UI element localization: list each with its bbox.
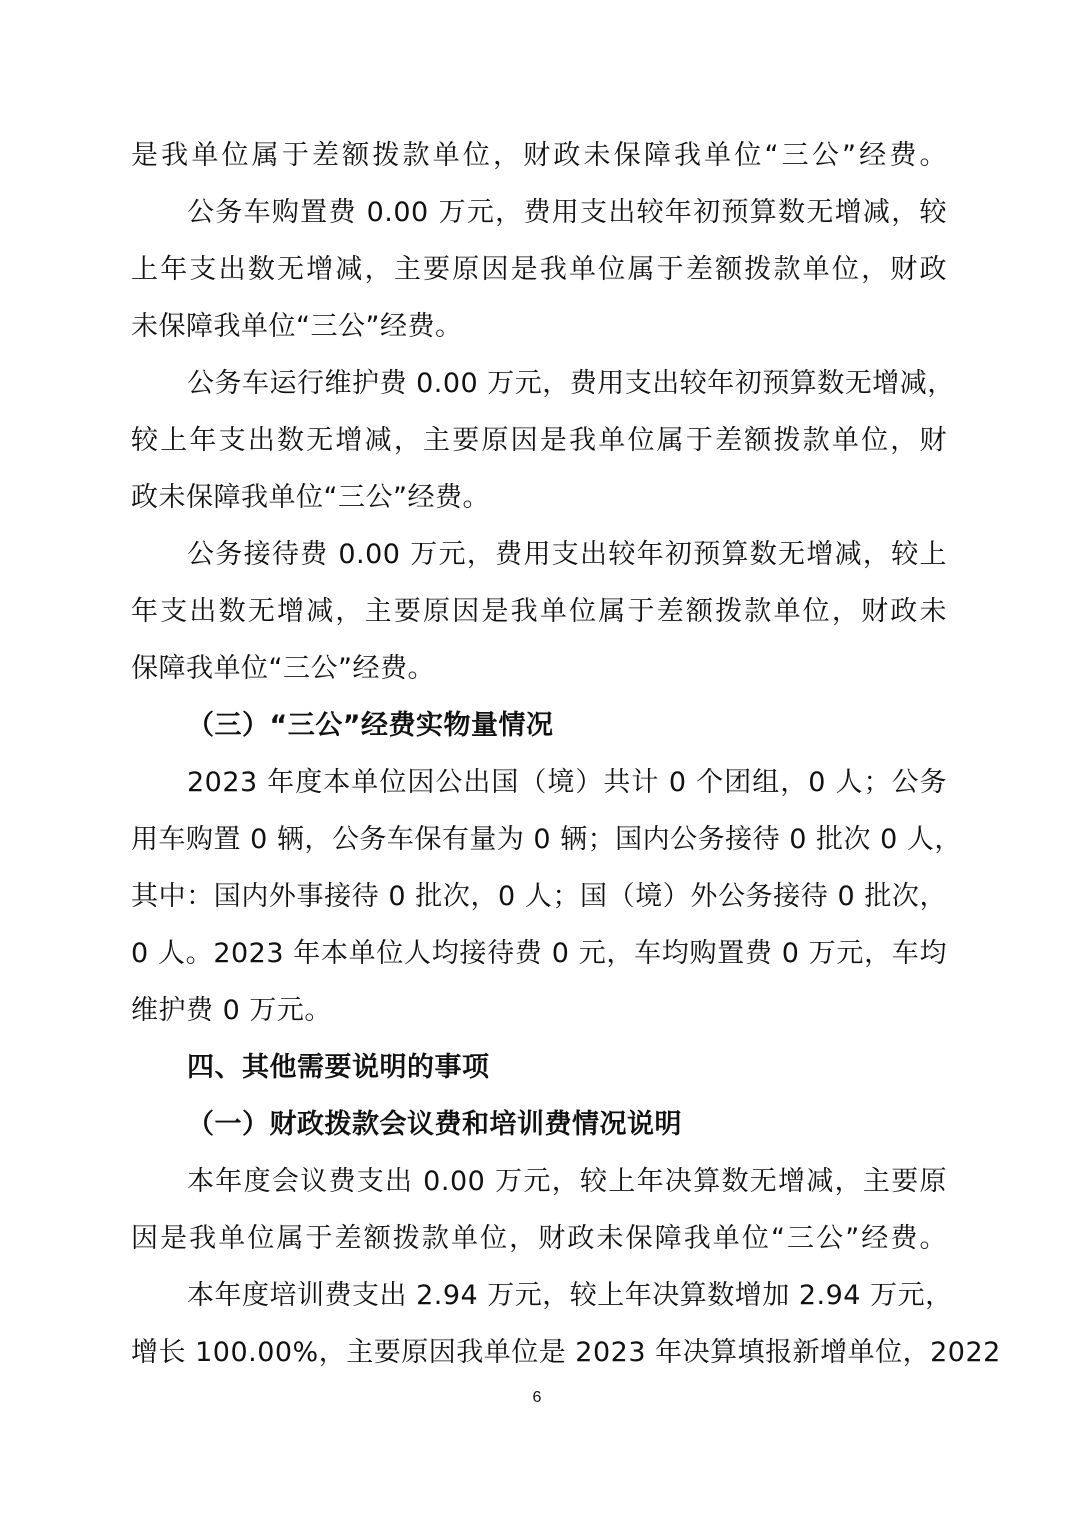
body-text-line: 增长 100.00%，主要原因我单位是 2023 年决算填报新增单位，2022 (131, 1337, 1001, 1368)
body-text-line: 上年支出数无增减，主要原因是我单位属于差额拨款单位，财政 (131, 254, 947, 285)
body-text-line: 2023 年度本单位因公出国（境）共计 0 个团组，0 人；公务 (187, 767, 947, 798)
body-text-line: 维护费 0 万元。 (131, 995, 332, 1026)
body-text-line: 是我单位属于差额拨款单位，财政未保障我单位“三公”经费。 (131, 140, 947, 171)
body-text-line: 公务接待费 0.00 万元，费用支出较年初预算数无增减，较上 (187, 539, 947, 570)
section-heading: 四、其他需要说明的事项 (187, 1052, 490, 1083)
body-text-line: 年支出数无增减，主要原因是我单位属于差额拨款单位，财政未 (131, 596, 947, 627)
body-text-line: 本年度培训费支出 2.94 万元，较上年决算数增加 2.94 万元， (187, 1280, 953, 1311)
body-text-line: 公务车购置费 0.00 万元，费用支出较年初预算数无增减，较 (187, 197, 947, 228)
body-text-line: 公务车运行维护费 0.00 万元，费用支出较年初预算数无增减， (187, 368, 955, 399)
section-heading: （一）财政拨款会议费和培训费情况说明 (187, 1109, 682, 1140)
body-text-line: 政未保障我单位“三公”经费。 (131, 482, 490, 513)
page-number: 6 (532, 1389, 542, 1406)
body-text-line: 用车购置 0 辆，公务车保有量为 0 辆；国内公务接待 0 批次 0 人， (131, 824, 962, 855)
body-text-line: 未保障我单位“三公”经费。 (131, 311, 463, 342)
body-text-line: 因是我单位属于差额拨款单位，财政未保障我单位“三公”经费。 (131, 1223, 947, 1254)
body-text-line: 较上年支出数无增减，主要原因是我单位属于差额拨款单位，财 (131, 425, 947, 456)
section-heading: （三）“三公”经费实物量情况 (187, 710, 554, 741)
body-text-line: 其中：国内外事接待 0 批次，0 人；国（境）外公务接待 0 批次， (131, 881, 947, 912)
body-text-line: 本年度会议费支出 0.00 万元，较上年决算数无增减，主要原 (187, 1166, 947, 1197)
body-text-line: 保障我单位“三公”经费。 (131, 653, 435, 684)
body-text-line: 0 人。2023 年本单位人均接待费 0 元，车均购置费 0 万元，车均 (131, 938, 947, 969)
